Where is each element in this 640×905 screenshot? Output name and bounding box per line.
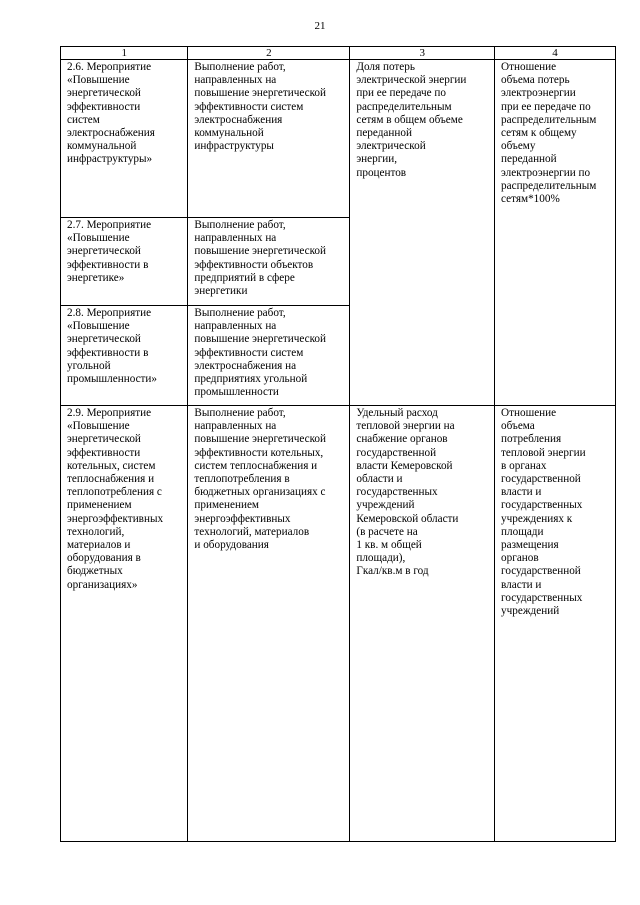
- measure-title-2-8: 2.8. Мероприятие «Повышение энергетической эффективности в угольной промышленности»: [61, 306, 188, 406]
- measure-title-2-9: 2.9. Мероприятие «Повышение энергетической эффективности котельных, систем теплоснабжения и теплопотребления с применением энергоэффективных технологий, материалов и оборудования в бюджетных организациях»: [61, 406, 188, 842]
- indicator-heat-consumption: Удельный расход тепловой энергии на снабжение органов государственной власти Кемеровской области и государственных учреждений Кемеровской области (в расчете на 1 кв. м общей площади), Гкал/кв.м в год: [350, 406, 495, 842]
- column-header-2: 2: [188, 47, 350, 60]
- measures-table: [60, 46, 616, 842]
- measure-work-2-6: Выполнение работ, направленных на повышение энергетической эффективности систем электроснабжения коммунальной инфраструктуры: [188, 60, 350, 218]
- measure-work-2-8: Выполнение работ, направленных на повышение энергетической эффективности систем электроснабжения на предприятиях угольной промышленности: [188, 306, 350, 406]
- column-header-4: 4: [495, 47, 616, 60]
- page-number: 21: [314, 20, 326, 32]
- measure-title-2-6: 2.6. Мероприятие «Повышение энергетической эффективности систем электроснабжения коммунальной инфраструктуры»: [61, 60, 188, 218]
- table-row: [61, 60, 616, 218]
- column-header-3: 3: [350, 47, 495, 60]
- measure-work-2-7: Выполнение работ, направленных на повышение энергетической эффективности объектов предприятий в сфере энергетики: [188, 218, 350, 306]
- column-header-1: 1: [61, 47, 188, 60]
- measure-title-2-7: 2.7. Мероприятие «Повышение энергетической эффективности в энергетике»: [61, 218, 188, 306]
- measure-work-2-9: Выполнение работ, направленных на повышение энергетической эффективности котельных, систем теплоснабжения и теплопотребления в бюджетных организациях с применением энергоэффективных технологий, материалов и оборудования: [188, 406, 350, 842]
- table-header-row: [61, 47, 616, 60]
- table-row: [61, 406, 616, 842]
- formula-electric-losses: Отношение объема потерь электроэнергии при ее передаче по распределительным сетям к общему объему переданной электроэнергии по распределительным сетям*100%: [495, 60, 616, 406]
- formula-heat-consumption: Отношение объема потребления тепловой энергии в органах государственной власти и государственных учреждениях к площади размещения органов государственной власти и государственных учреждений: [495, 406, 616, 842]
- indicator-electric-losses: Доля потерь электрической энергии при ее передаче по распределительным сетям в общем объеме переданной электрической энергии, процентов: [350, 60, 495, 406]
